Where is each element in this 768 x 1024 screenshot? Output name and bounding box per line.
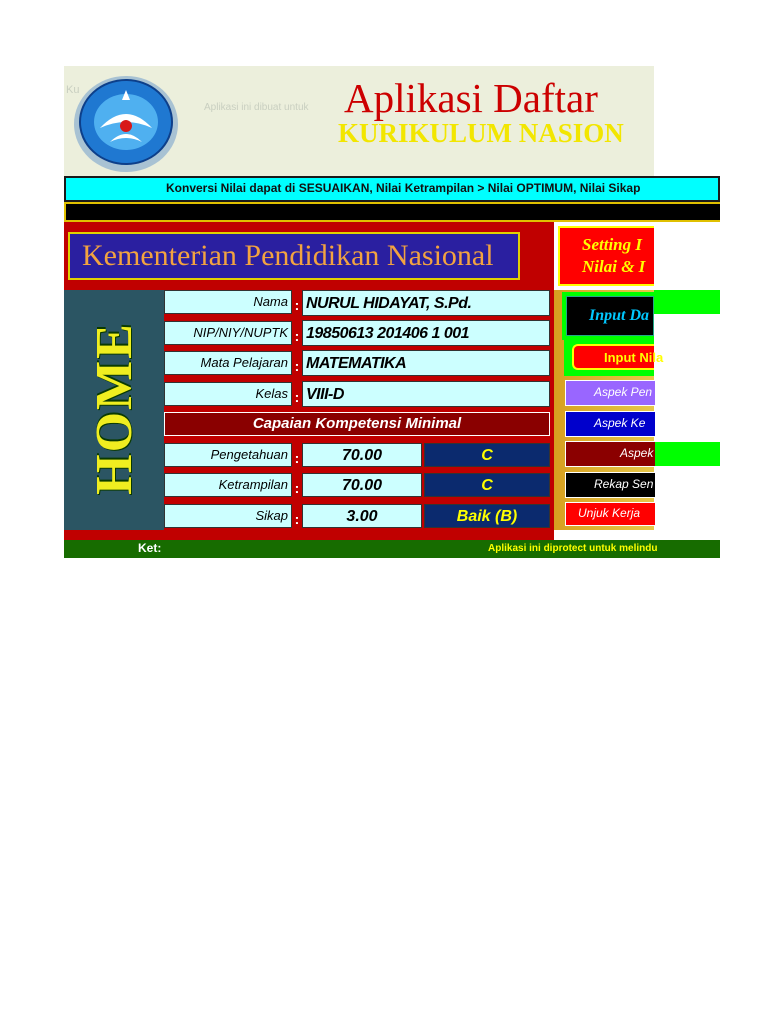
faint-header-text: Ku: [66, 84, 80, 96]
app-subtitle: KURIKULUM NASION: [338, 118, 624, 148]
menu-label: Rekap Sen: [594, 477, 654, 491]
ckm-grade-sikap: Baik (B): [424, 504, 550, 528]
footer-bar: [64, 540, 720, 558]
menu-label: Aspek Ke: [594, 416, 646, 430]
notice-text: Konversi Nilai dapat di SESUAIKAN, Nilai Ketrampilan > Nilai OPTIMUM, Nilai Sikap: [166, 181, 641, 195]
footer-ket: Ket:: [138, 541, 162, 555]
ckm-heading: Capaian Kompetensi Minimal: [164, 412, 550, 436]
home-button[interactable]: [66, 292, 162, 524]
menu-label: Aspek: [620, 446, 654, 460]
ckm-label-sikap: Sikap: [164, 504, 292, 528]
field-label-nip: NIP/NIY/NUPTK: [164, 321, 292, 345]
field-label-nama: Nama: [164, 290, 292, 314]
field-colon: :: [294, 511, 300, 527]
field-value-nip[interactable]: 19850613 201406 1 001: [302, 320, 550, 346]
aspek-pengetahuan-button[interactable]: [565, 380, 655, 406]
setting-button[interactable]: [558, 226, 654, 286]
ckm-grade-pengetahuan: C: [424, 443, 550, 467]
input-data-button[interactable]: [566, 296, 654, 336]
field-colon: :: [294, 450, 300, 466]
menu-label: Unjuk Kerja: [578, 506, 641, 520]
field-colon: :: [294, 358, 300, 374]
setting-line-2: Nilai & I: [582, 257, 646, 276]
aspek-sikap-button[interactable]: [565, 441, 655, 467]
field-colon: :: [294, 297, 300, 313]
input-nilai-button[interactable]: [572, 344, 664, 370]
field-label-mata-pelajaran: Mata Pelajaran: [164, 351, 292, 375]
home-label: HOME: [85, 321, 143, 495]
notice-bar: [64, 176, 720, 202]
tutwuri-handayani-logo: [70, 70, 182, 174]
input-nilai-label: Input Nila: [604, 350, 664, 365]
field-value-mata-pelajaran[interactable]: MATEMATIKA: [302, 350, 550, 376]
ckm-score-pengetahuan[interactable]: 70.00: [302, 443, 422, 467]
aspek-ketrampilan-button[interactable]: [565, 411, 655, 437]
ckm-score-ketrampilan[interactable]: 70.00: [302, 473, 422, 497]
ckm-label-ketrampilan: Ketrampilan: [164, 473, 292, 497]
green-strip: [654, 290, 720, 314]
footer-note: Aplikasi ini diprotect untuk melindu: [488, 543, 658, 554]
setting-line-1: Setting I: [582, 235, 642, 254]
ministry-banner: [68, 232, 520, 280]
field-label-kelas: Kelas: [164, 382, 292, 406]
green-strip: [654, 442, 720, 466]
menu-label: Aspek Pen: [594, 385, 653, 399]
rekap-semester-button[interactable]: [565, 472, 655, 498]
app-title: Aplikasi Daftar: [344, 75, 598, 121]
field-colon: :: [294, 480, 300, 496]
unjuk-kerja-button[interactable]: [565, 502, 655, 526]
field-colon: :: [294, 389, 300, 405]
separator-bar: [64, 202, 720, 222]
field-colon: :: [294, 328, 300, 344]
ckm-grade-ketrampilan: C: [424, 473, 550, 497]
ministry-name: Kementerian Pendidikan Nasional: [82, 239, 494, 272]
field-value-kelas[interactable]: VIII-D: [302, 381, 550, 407]
input-data-label: Input Da: [589, 307, 650, 324]
app-header: [64, 66, 654, 176]
ckm-score-sikap[interactable]: 3.00: [302, 504, 422, 528]
field-value-nama[interactable]: NURUL HIDAYAT, S.Pd.: [302, 290, 550, 316]
faint-header-subtext: Aplikasi ini dibuat untuk: [204, 102, 309, 113]
ckm-label-pengetahuan: Pengetahuan: [164, 443, 292, 467]
